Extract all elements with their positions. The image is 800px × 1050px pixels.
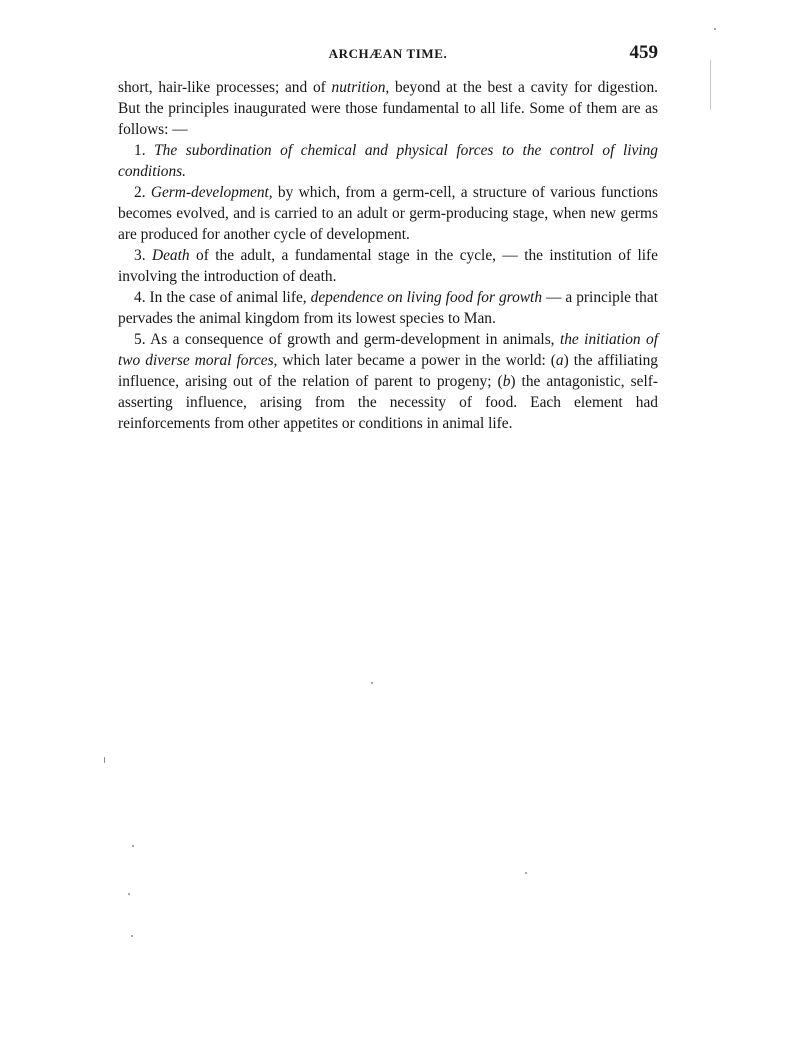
- text-run: 2.: [134, 184, 151, 201]
- text-run: ) the affiliating influence, arising out of the relation of parent to progeny; (: [118, 352, 658, 390]
- italic-text: Germ-development,: [150, 184, 273, 201]
- text-run: ) the antagonistic, self-asserting influence, arising from the necessity of food. Each element had reinforcements from other appetites or conditions in animal life.: [118, 373, 658, 432]
- scan-speck: [525, 872, 527, 874]
- running-title: ARCHÆAN TIME.: [328, 46, 448, 61]
- running-head: [118, 42, 658, 66]
- paragraph-item-3: [118, 245, 658, 287]
- scan-speck: [714, 28, 716, 30]
- paragraph-item-4: [118, 287, 658, 329]
- text-run: which later became a power in the world: (: [277, 352, 556, 369]
- scan-speck: [371, 682, 373, 684]
- italic-text: nutrition,: [331, 79, 390, 96]
- paragraph-item-1: [118, 140, 658, 182]
- italic-text: The subordination of chemical and physical forces to the control of living conditions.: [118, 142, 658, 180]
- text-run: of the adult, a fundamental stage in the cycle, — the institution of life involving the introduction of death.: [118, 247, 659, 285]
- scan-speck: [128, 893, 130, 895]
- page-number: 459: [629, 42, 658, 63]
- paragraph-item-2: [118, 182, 658, 245]
- italic-text: a: [555, 352, 564, 369]
- text-run: short, hair-like processes; and of: [118, 79, 332, 96]
- scan-speck: [104, 757, 105, 763]
- scan-speck: [132, 845, 134, 847]
- paragraph-item-5: [118, 329, 658, 434]
- italic-text: Death: [151, 247, 190, 264]
- italic-text: b: [502, 373, 511, 390]
- text-run: 5. As a consequence of growth and germ-development in animals,: [134, 331, 560, 348]
- text-run: beyond at the best a cavity for digestion. But the principles inaugurated were those fundamental to all life. Some of them are as follows: —: [118, 79, 658, 138]
- text-run: by which, from a germ-cell, a structure of various functions becomes evolved, and is carried to an adult or germ-producing stage, when new germs are produced for another cycle of development.: [118, 184, 659, 243]
- text-run: 4. In the case of animal life,: [134, 289, 311, 306]
- italic-text: dependence on living food for growth: [310, 289, 543, 306]
- text-run: 3.: [134, 247, 152, 264]
- text-run: — a principle that pervades the animal kingdom from its lowest species to Man.: [118, 289, 658, 327]
- scan-edge-mark: [710, 60, 711, 110]
- italic-text: the initiation of two diverse moral forces,: [118, 331, 658, 369]
- scan-speck: [131, 935, 133, 937]
- text-run: 1.: [134, 142, 155, 159]
- paragraph-continuation: [118, 77, 658, 140]
- body-text: [118, 77, 658, 434]
